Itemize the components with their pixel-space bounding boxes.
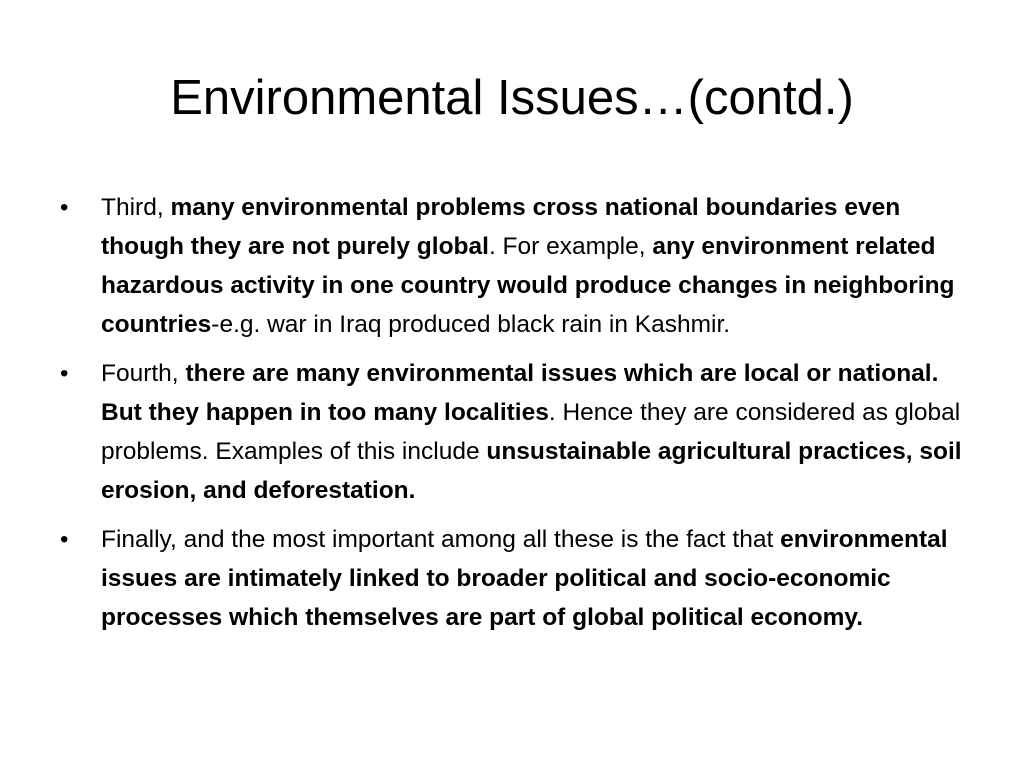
bold-text-segment: any environment related hazardous activity in one country would produce changes in neighboring countries (101, 233, 955, 338)
bullet-text (101, 526, 948, 631)
bullet-dot-icon: • (60, 360, 69, 387)
bold-text-segment: many environmental problems cross national boundaries even though they are not purely global (101, 194, 901, 260)
text-segment: . Hence they are considered as global problems. Examples of this include (101, 399, 961, 465)
bullet-list (56, 188, 976, 647)
bullet-text (101, 194, 955, 338)
bullet-item (56, 354, 976, 510)
bullet-dot-icon: • (60, 194, 69, 221)
bold-text-segment: there are many environmental issues which are local or national. But they happen in too many localities (101, 360, 939, 426)
bold-text-segment: unsustainable agricultural practices, soil erosion, and deforestation. (101, 438, 962, 504)
bold-text-segment: environmental issues are intimately linked to broader political and socio-economic processes which themselves are part of global political economy. (101, 526, 948, 631)
bullet-item (56, 520, 976, 637)
text-segment: Fourth, (101, 360, 186, 387)
text-segment: -e.g. war in Iraq produced black rain in Kashmir. (211, 311, 731, 338)
bullet-dot-icon: • (60, 526, 69, 553)
text-segment: . For example, (488, 233, 653, 260)
bullet-text (101, 360, 962, 504)
text-segment: Third, (101, 194, 171, 221)
bullet-item (56, 188, 976, 344)
text-segment: Finally, and the most important among all these is the fact that (101, 526, 781, 553)
slide-title: Environmental Issues…(contd.) (170, 71, 854, 125)
